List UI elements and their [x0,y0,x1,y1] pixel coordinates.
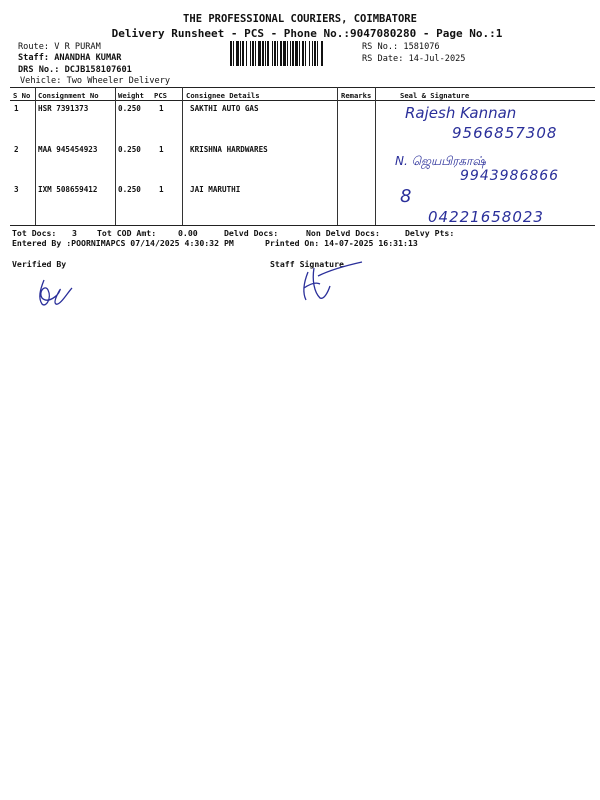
col-divider [182,87,183,225]
delvy-pts-label: Delvy Pts: [405,228,455,238]
tot-docs-label: Tot Docs: [12,228,57,238]
col-divider [375,87,376,225]
col-header-pcs: PCS [154,91,167,100]
printed-on: Printed On: 14-07-2025 16:31:13 [265,238,418,248]
verified-by-label: Verified By [12,259,67,269]
row-sno: 1 [14,104,19,113]
handwritten-phone: 04221658023 [428,208,544,226]
tot-cod-value: 0.00 [178,228,198,238]
runsheet-title: Delivery Runsheet - PCS - Phone No.:9047080280 - Page No.:1 [111,27,503,40]
non-delvd-docs-label: Non Delvd Docs: [306,228,380,238]
row-weight: 0.250 [118,104,141,113]
entered-by: Entered By :POORNIMAPCS 07/14/2025 4:30:32 PM [12,238,234,248]
row-consignment: IXM 508659412 [38,185,98,194]
col-divider [337,87,338,225]
table-header-border [10,100,595,101]
barcode-graphic [230,41,358,66]
staff-label: Staff: ANANDHA KUMAR [18,53,122,63]
row-sno: 3 [14,185,19,194]
route-label: Route: V R PURAM [18,42,101,52]
row-pcs: 1 [159,185,164,194]
col-header-consignment: Consignment No [38,91,99,100]
row-weight: 0.250 [118,185,141,194]
delvd-docs-label: Delvd Docs: [224,228,279,238]
row-consignee: JAI MARUTHI [190,185,241,194]
col-divider [115,87,116,225]
col-header-sno: S No [13,91,31,100]
row-pcs: 1 [159,145,164,154]
tot-cod-label: Tot COD Amt: [97,228,157,238]
col-header-remarks: Remarks [341,91,372,100]
row-weight: 0.250 [118,145,141,154]
col-header-consignee: Consignee Details [186,91,260,100]
tot-docs-value: 3 [72,228,77,238]
staff-signature-label: Staff Signature [270,259,344,269]
company-name: THE PROFESSIONAL COURIERS, COIMBATORE [183,13,417,25]
table-top-border [10,87,595,88]
col-header-weight: Weight [118,91,144,100]
row-sno: 2 [14,145,19,154]
handwritten-phone: 9566857308 [452,124,558,142]
col-header-seal-signature: Seal & Signature [400,91,470,100]
row-consignee: KRISHNA HARDWARES [190,145,268,154]
handwritten-phone: 9943986866 [460,168,560,184]
staff-signature-mark [290,258,370,304]
verified-by-signature-mark [30,276,80,310]
vehicle-label: Vehicle: Two Wheeler Delivery [20,76,171,86]
drs-number: DRS No.: DCJB158107601 [18,65,132,75]
row-consignee: SAKTHI AUTO GAS [190,104,259,113]
rs-number: RS No.: 1581076 [362,42,440,52]
handwritten-name: Rajesh Kannan [405,104,517,122]
handwritten-name: 8 [400,186,412,207]
col-divider [35,87,36,225]
handwritten-name: N. ஜெயபிரகாஷ் [395,154,486,168]
row-consignment: HSR 7391373 [38,104,89,113]
rs-date: RS Date: 14-Jul-2025 [362,54,466,64]
row-pcs: 1 [159,104,164,113]
barcode [230,41,358,66]
row-consignment: MAA 945454923 [38,145,98,154]
